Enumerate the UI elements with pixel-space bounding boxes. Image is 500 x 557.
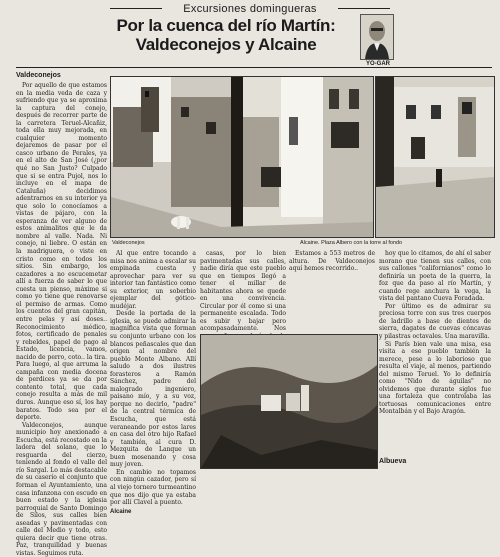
- paragraph: Desde la portada de la iglesia, se puede admirar la magnífica vista que forman su conjunto urbano con los blancos peñascales que dan origen al nombre del pueblo Monte Albano. Allí saludo a dos ilustres forasteros a Ramón Sánchez, padre del malogrado ingeniero, paisano mío, y a su voz, porque no decirlo, "padre" de la central térmica de Escucha, que está veraneando por estos lares en casa del otro hijo Rafael y también, al cura D. Mezquita de Lanque un buen mosenando y cosa muy joven.: [110, 310, 196, 469]
- column-2: [110, 250, 196, 515]
- paragraph: casas, por lo bien pavimentadas sus calles, nadie diría que este pueblo que en tiempos llegó a tener el millar de habitantes ahora se quede en una convivencia. Circular por él como si una permanente escalada. Todo es subir y bajar pero acompasadamente. Nos: [200, 250, 286, 333]
- column-1: [16, 82, 107, 557]
- paragraph: Por último es de admirar su preciosa torre con sus tres cuerpos de ladrillo a base de dientes de sierra, dagates de cuevas cóncavas y pilastras octavales. Una maravilla.: [379, 302, 491, 341]
- section-alcaine: Alcaine: [110, 508, 132, 515]
- headline-line-2: Valdeconejos y Alcaine: [135, 35, 317, 54]
- photo-valdeconejos-image: [111, 77, 373, 237]
- paragraph: Valdeconejos, aunque municipio hoy anexionado a Escucha, está recostado en la ladera del solano, que lo resguarda del cierzo, teniendo al fondo el valle del río Sargal. Lo más destacable de su caserío el conjunto que forman el Ayuntamiento, una casa infanzona con escudo en buen estado y la iglesia parroquial de Santo Domingo de Silos, sus calles bien aseadas y pavimentadas con calle del Medio y todo, esto quiera decir que tiene otras. Paz, tranquilidad y buenas vistas. Seguimos ruta.: [16, 421, 107, 557]
- author-portrait: [360, 14, 394, 60]
- photo-caption-right: Alcaine. Plaza Albero con la torre al fondo: [300, 240, 403, 246]
- photo-caption-left: Valdeconejos: [112, 240, 145, 246]
- paragraph: Por aquello de que estamos en la media veda de caza y sufriendo que ya se aproxima la captura del conejo, después de recorrer parte de la carretera Teruel-Alcañiz, toda ella muy mejorada, en cualquier momento dejaremos de pasar por el casco urbano de Perales, ya en el alto de San José (¿por qué no San Justo? Culpado que si se entra Pujol, nos lo incluye en el mapa de Cataluña) decidimos adentrarnos en su interior ya que solo lo conocíamos a vistas de pájaro, con la esperanza de ver alguno de estos animalitos que le da nombre al valle. Nada. Ni conejo, ni liebre. O están en la madriguera, o viste en cristo como en todos los sitios. Sin embargo, los cazadores a no escucemetar allí a fuerza de saber lo que cuesta un pienso, máxime si como yo tiene que renovarse el permiso de armas. Como los cuentos del gran capitán, entre pelas y así doses.. Reconocimiento médico, fotos, certificado de penales y rebeldes, papel de pago al Estado, licencia, vamos, nacido de perro, coto.. la tira. Para luego, al que arruma la campaña con media docena de perdices ya se da por contento total, que cada conejo resulta a más de mil duros. Aunque eso sí, los hay baratos. Todo sea por el deporte.: [16, 82, 107, 422]
- column-3: [200, 250, 286, 333]
- kicker: Excursiones domingueras: [183, 3, 317, 15]
- headline-line-1: Por la cuenca del río Martín:: [116, 16, 336, 35]
- photo-alcaine-landscape: [200, 334, 378, 469]
- photo-alcaine-plaza: [375, 76, 495, 238]
- headline: [96, 16, 356, 54]
- section-albueva: Albueva: [379, 458, 407, 465]
- paragraph: hoy que lo citamos, de ahí el saber morano que tienen sus calles, con sus callones "californianos" como lo definiría un poeta de la guerra, la foz que da paso al río Martín, y cuando rege anchura la vega, la vista del pantano Cueva Foradada.: [379, 250, 491, 303]
- photo-valdeconejos: [110, 76, 374, 238]
- photo-alcaine-plaza-image: [376, 77, 494, 237]
- paragraph: Al que entre tocando a misa nos anima a escalar su empinada cuesta y aprovechar para ver su interior tan fantástico como su exterior, un soberbio ejemplar del gótico-mudéjar.: [110, 250, 196, 310]
- paragraph: En cambio no topamos con ningún cazador, pero sí al viejo tornero turmeantino que nos dijo que ya estaba por allí Clavel a puento.: [110, 468, 196, 507]
- photo-alcaine-landscape-image: [201, 335, 377, 468]
- paragraph: Estamos a 553 metros de altura. De Valdeconejos aquí hemos recorrido..: [289, 250, 375, 273]
- column-3b: [289, 250, 375, 330]
- header-divider: [16, 67, 492, 68]
- paragraph: Si París bien vale una misa, esa visita a ese pueblo también la merece, pese a lo laborioso que resulta el viaje, al menos, partiendo del mismo Teruel. Yo lo definiría como "Nido de águilas" no olvidemos que durante siglos fue una fortaleza que controlaba las tortuosas comunicaciones entre Montalbán y el Bajo Aragón.: [379, 340, 491, 416]
- section-valdeconejos: Valdeconejos: [16, 72, 61, 79]
- column-4: [379, 250, 491, 450]
- author-credit: YO-GAR: [366, 61, 390, 67]
- author-portrait-image: [361, 15, 393, 59]
